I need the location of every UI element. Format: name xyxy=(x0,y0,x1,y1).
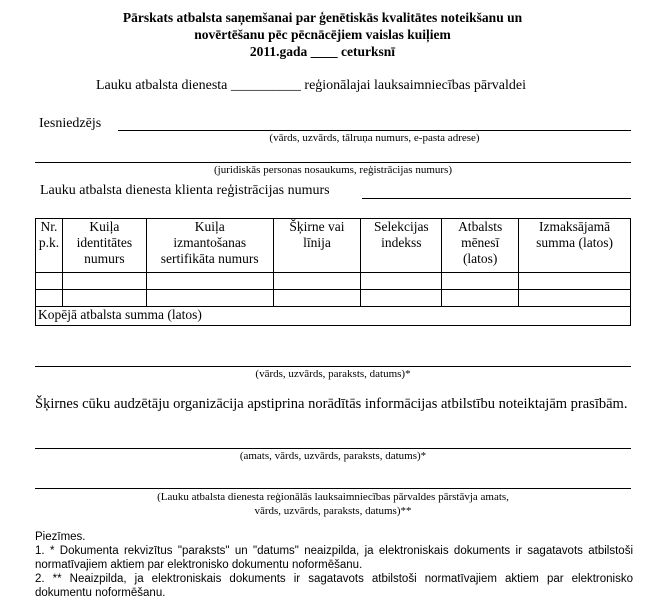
note-2: 2. ** Neaizpilda, ja elektroniskais dokuments ir sagatavots atbilstoši normatīvajiem aktiem par elektronisko dokumentu noformēšanu. xyxy=(35,573,633,599)
col-header-no: Nr. p.k. xyxy=(36,219,63,273)
col-header-breed: Šķirne vai līnija xyxy=(273,219,361,273)
submitter-name-field[interactable] xyxy=(118,130,631,131)
table-cell[interactable] xyxy=(361,273,442,290)
table-cell[interactable] xyxy=(62,290,146,307)
table-cell[interactable] xyxy=(146,290,273,307)
client-reg-label: Lauku atbalsta dienesta klienta reģistrācijas numurs xyxy=(40,183,330,198)
notes-heading: Piezīmes. xyxy=(35,531,86,543)
table-cell[interactable] xyxy=(36,273,63,290)
addressee-suffix: reģionālajai lauksaimniecības pārvaldei xyxy=(304,78,526,93)
col-header-payable-sum: Izmaksājamā summa (latos) xyxy=(519,219,631,273)
signature-caption-3: (Lauku atbalsta dienesta reģionālās lauksaimniecības pārvaldes pārstāvja amats, vārds, uzvārds, paraksts, datums)** xyxy=(157,491,509,517)
table-cell[interactable] xyxy=(519,290,631,307)
col-header-boar-id: Kuiļa identitātes numurs xyxy=(62,219,146,273)
document-title-line-1: Pārskats atbalsta saņemšanai par ģenētiskās kvalitātes noteikšanu un xyxy=(122,10,523,25)
signature-field-2[interactable] xyxy=(35,448,631,449)
submitter-label: Iesniedzējs xyxy=(39,116,102,131)
col-header-selection-index: Selekcijas indekss xyxy=(361,219,442,273)
document-title-line-2: novērtēšanu pēc pēcnācējiem vaislas kuiļiem xyxy=(194,27,451,42)
submitter-caption-1: (vārds, uzvārds, tālruņa numurs, e-pasta adrese) xyxy=(269,132,480,144)
table-cell[interactable] xyxy=(361,290,442,307)
legal-entity-field[interactable] xyxy=(35,162,631,163)
table-cell[interactable] xyxy=(146,273,273,290)
confirmation-text: Šķirnes cūku audzētāju organizācija apstiprina norādītās informācijas atbilstību noteiktajām prasībām. xyxy=(35,396,628,412)
signature-field-1[interactable] xyxy=(35,366,631,367)
document-title-line-3: 2011.gada ____ ceturksnī xyxy=(249,44,396,59)
table-header-row xyxy=(36,219,631,273)
signature-caption-2: (amats, vārds, uzvārds, paraksts, datums)* xyxy=(239,450,427,462)
table-cell[interactable] xyxy=(442,290,519,307)
addressee-line xyxy=(96,78,526,94)
signature-caption-1: (vārds, uzvārds, paraksts, datums)* xyxy=(255,368,411,380)
table-cell[interactable] xyxy=(273,290,361,307)
table-row xyxy=(36,290,631,307)
note-1: 1. * Dokumenta rekvizītus "paraksts" un "datums" neaizpilda, ja elektroniskais dokuments ir sagatavots atbilstoši normatīvajiem aktiem par elektronisko dokumentu noformēšanu. xyxy=(35,545,633,571)
addressee-prefix: Lauku atbalsta dienesta xyxy=(96,78,228,93)
table-total-row xyxy=(36,307,631,326)
col-header-certificate: Kuiļa izmantošanas sertifikāta numurs xyxy=(146,219,273,273)
submitter-caption-2: (juridiskās personas nosaukums, reģistrācijas numurs) xyxy=(214,164,452,176)
table-cell[interactable] xyxy=(442,273,519,290)
table-cell[interactable] xyxy=(519,273,631,290)
table-cell[interactable] xyxy=(62,273,146,290)
total-label: Kopējā atbalsta summa (latos) xyxy=(36,307,631,326)
notes-section xyxy=(35,530,633,600)
table-row xyxy=(36,273,631,290)
table-cell[interactable] xyxy=(273,273,361,290)
support-table xyxy=(35,218,631,326)
signature-field-3[interactable] xyxy=(35,488,631,489)
client-reg-field[interactable] xyxy=(362,198,631,199)
addressee-blank[interactable]: __________ xyxy=(230,78,301,93)
table-cell[interactable] xyxy=(36,290,63,307)
col-header-monthly-support: Atbalsts mēnesī (latos) xyxy=(442,219,519,273)
